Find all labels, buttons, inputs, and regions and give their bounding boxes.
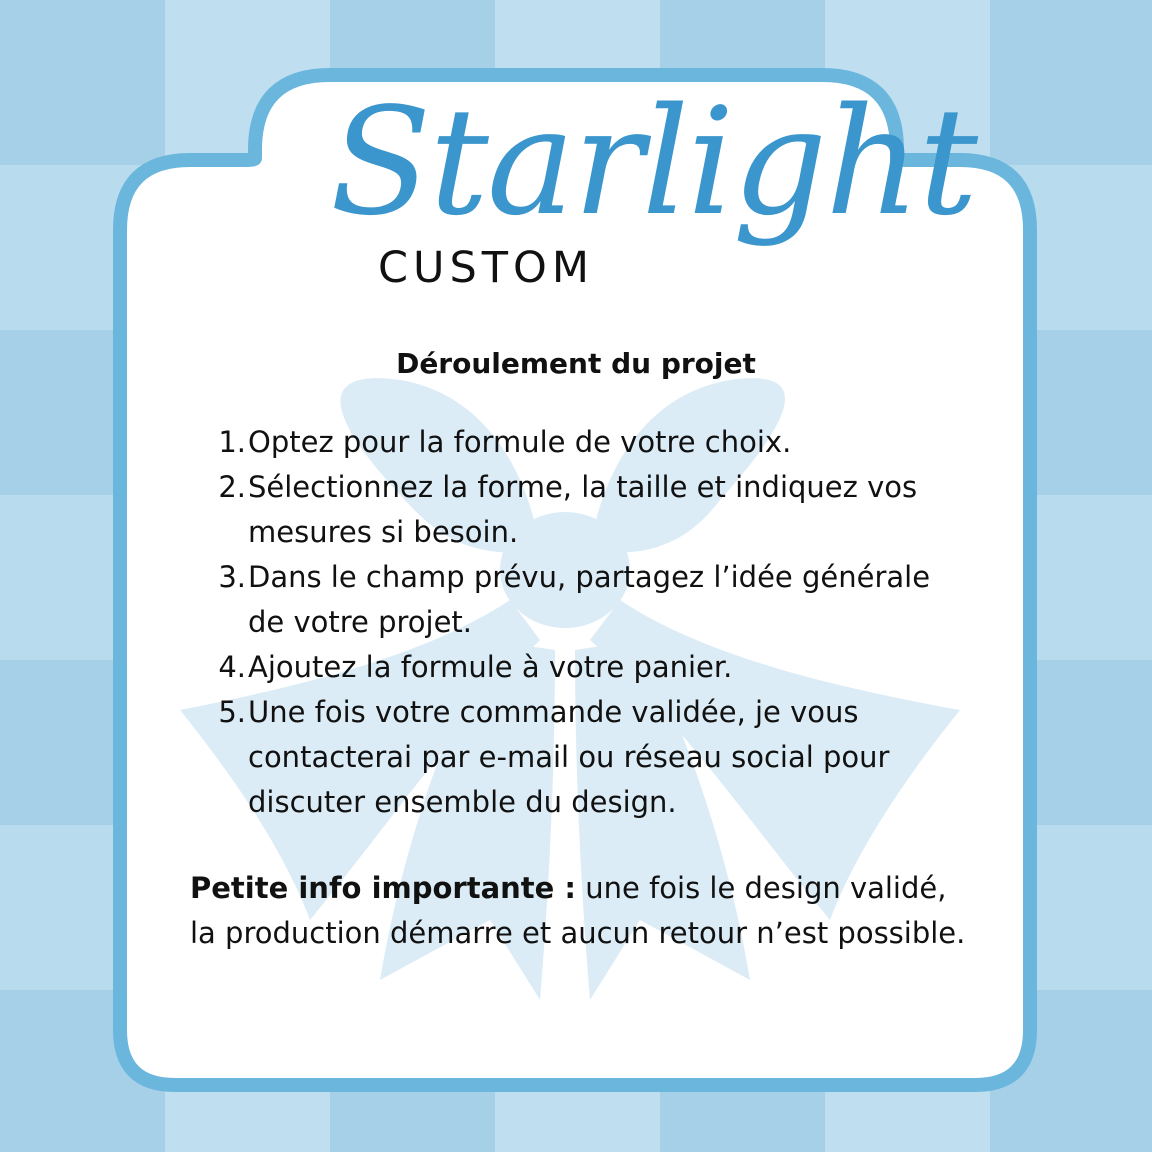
steps-list bbox=[200, 420, 960, 825]
important-note bbox=[190, 866, 970, 956]
note-text: une fois le design validé, la production démarre et aucun retour n’est possible. bbox=[190, 871, 966, 950]
list-item bbox=[200, 555, 960, 645]
list-item bbox=[200, 690, 960, 825]
step-text: Une fois votre commande validée, je vous contacterai par e-mail ou réseau social pour discuter ensemble du design. bbox=[248, 695, 890, 819]
logo-sub-text: CUSTOM bbox=[378, 243, 595, 293]
step-number: 5. bbox=[218, 695, 246, 729]
step-number: 3. bbox=[218, 560, 246, 594]
step-text: Ajoutez la formule à votre panier. bbox=[248, 650, 733, 684]
step-number: 1. bbox=[218, 425, 246, 459]
step-number: 2. bbox=[218, 470, 246, 504]
list-item bbox=[200, 420, 960, 465]
list-item bbox=[200, 645, 960, 690]
step-text: Dans le champ prévu, partagez l’idée générale de votre projet. bbox=[248, 560, 931, 639]
logo-script-text: Starlight bbox=[330, 76, 977, 248]
step-text: Sélectionnez la forme, la taille et indiquez vos mesures si besoin. bbox=[248, 470, 918, 549]
note-heading: Petite info importante : bbox=[190, 871, 577, 905]
section-title: Déroulement du projet bbox=[396, 347, 756, 380]
step-number: 4. bbox=[218, 650, 246, 684]
step-text: Optez pour la formule de votre choix. bbox=[248, 425, 792, 459]
list-item bbox=[200, 465, 960, 555]
